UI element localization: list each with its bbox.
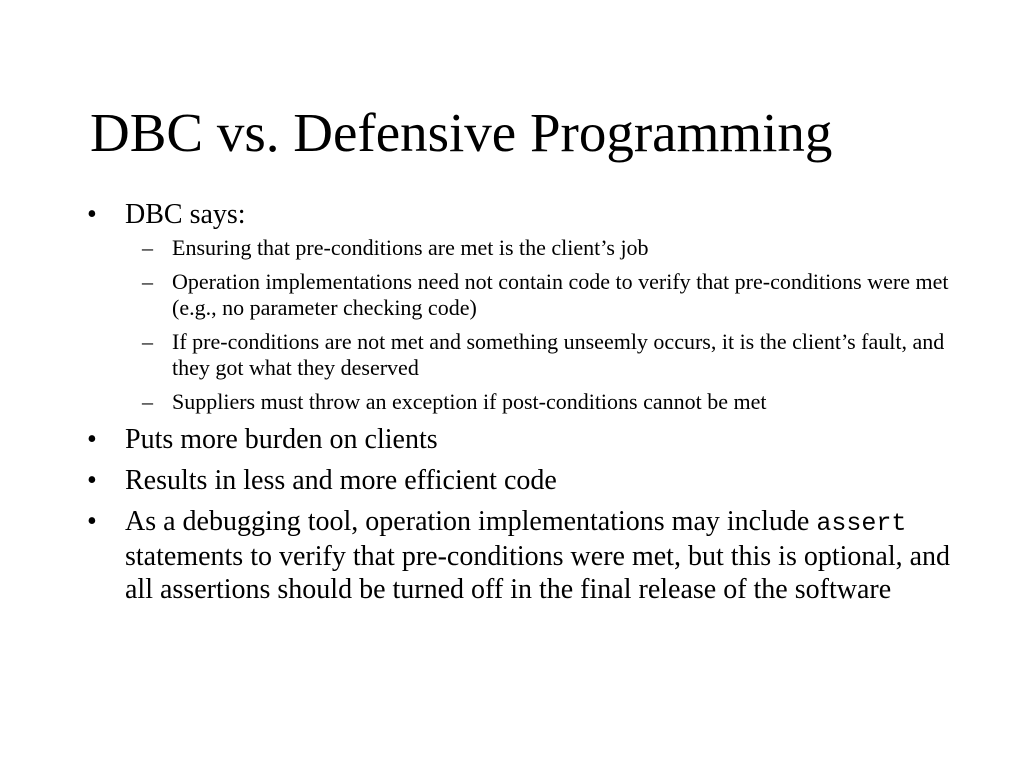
bullet-text-before: As a debugging tool, operation implementations may include: [125, 506, 810, 537]
bullet-item: [87, 464, 975, 497]
sub-bullet-text: Operation implementations need not contain code to verify that pre-conditions were met (e.g., no parameter checking code): [172, 269, 949, 320]
dash-marker: –: [142, 389, 153, 414]
bullet-item: [87, 505, 975, 606]
bullet-marker: •: [87, 465, 97, 496]
bullet-marker: •: [87, 424, 97, 455]
bullet-item: [87, 423, 975, 456]
sub-bullet-item: [142, 329, 962, 381]
sub-bullet-item: [142, 269, 962, 321]
sub-bullet-list: [125, 235, 975, 415]
code-keyword: assert: [816, 509, 907, 538]
slide-title: DBC vs. Defensive Programming: [90, 102, 833, 163]
bullet-text-after: statements to verify that pre-conditions were met, but this is optional, and all assertions should be turned off in the final release of the software: [125, 541, 951, 605]
dash-marker: –: [142, 269, 153, 294]
sub-bullet-item: [142, 389, 962, 415]
dash-marker: –: [142, 235, 153, 260]
bullet-text: Results in less and more efficient code: [125, 465, 557, 496]
bullet-item: [87, 198, 975, 415]
sub-bullet-item: [142, 235, 962, 261]
bullet-marker: •: [87, 199, 97, 230]
bullet-text: Puts more burden on clients: [125, 424, 438, 455]
sub-bullet-text: If pre-conditions are not met and something unseemly occurs, it is the client’s fault, and they got what they deserved: [172, 329, 945, 380]
bullet-text: DBC says:: [125, 199, 246, 230]
sub-bullet-text: Suppliers must throw an exception if post-conditions cannot be met: [172, 389, 767, 414]
dash-marker: –: [142, 329, 153, 354]
sub-bullet-text: Ensuring that pre-conditions are met is the client’s job: [172, 235, 649, 260]
bullet-marker: •: [87, 506, 97, 537]
slide-body: [0, 198, 1024, 614]
